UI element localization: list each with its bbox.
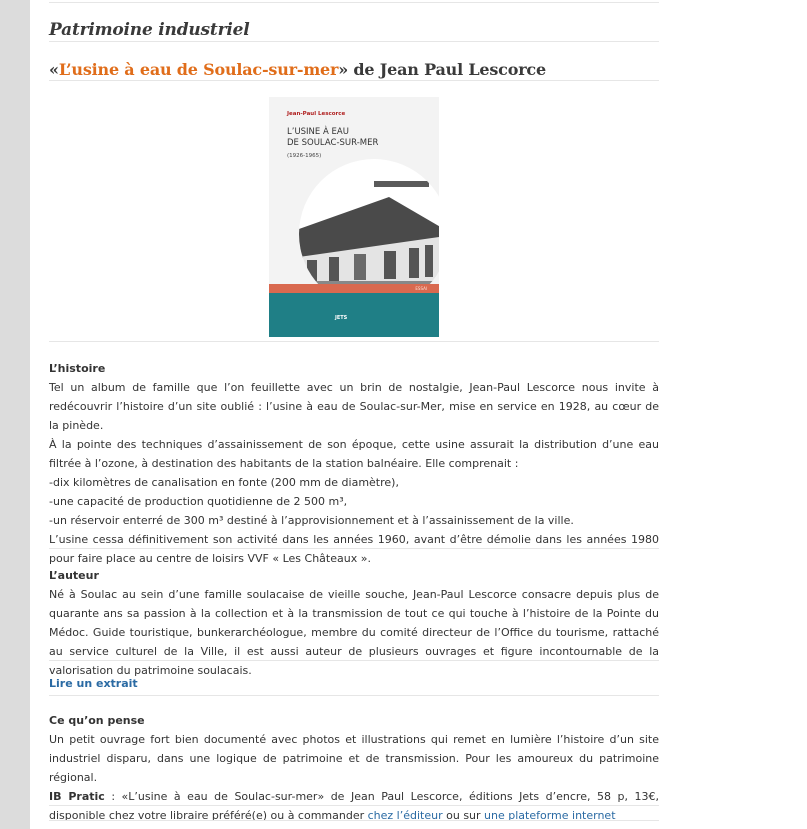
list-item: -une capacité de production quotidienne de 2 500 m³,: [49, 495, 348, 508]
publisher-link[interactable]: chez l’éditeur: [367, 809, 443, 822]
article-category: Patrimoine industriel: [49, 20, 250, 40]
divider: [49, 820, 659, 821]
paragraph: Né à Soulac au sein d’une famille soulacaise de vieille souche, Jean-Paul Lescorce consacre depuis plus de quarante ans sa passion à la collection et à la transmission de tout ce qui touche à l’histoire de la Pointe du Médoc. Guide touristique, bunkerarchéologue, membre du comité directeur de l’Office du tourisme, rattaché au service culturel de la Ville, il est aussi auteur de plusieurs ouvrages et figure incontournable de la valorisation du patrimoine soulacais.: [49, 588, 659, 677]
divider: [49, 660, 659, 661]
cover-years: (1926-1965): [287, 153, 322, 159]
paragraph: L’usine cessa définitivement son activité dans les années 1960, avant d’être démolie dans les années 1980 pour faire place au centre de loisirs VVF « Les Châteaux ».: [49, 533, 659, 565]
paragraph: Un petit ouvrage fort bien documenté avec photos et illustrations qui remet en lumière l’histoire d’un site industriel disparu, dans une logique de patrimoine et de transmission. Pour les amoureux du patrimoine régional.: [49, 733, 659, 784]
practical-info-text: : «L’usine à eau de Soulac-sur-mer» de Jean Paul Lescorce, éditions Jets d’encre, 58 p, 13€, disponible chez votre libraire préféré(e) ou à commander: [49, 790, 660, 822]
section-ce-quon-pense: [49, 711, 659, 825]
paragraph: À la pointe des techniques d’assainissement de son époque, cette usine assurait la distribution d’une eau filtrée à l’ozone, à destination des habitants de la station balnéaire. Elle comprenait :: [49, 438, 659, 470]
title-prefix: «: [49, 60, 59, 79]
left-gutter: [0, 0, 30, 829]
divider: [49, 548, 659, 549]
divider: [49, 41, 659, 42]
divider: [49, 80, 659, 81]
practical-info-text: ou sur: [442, 809, 485, 822]
list-item: -dix kilomètres de canalisation en fonte (200 mm de diamètre),: [49, 476, 399, 489]
section-heading: Ce qu’on pense: [49, 714, 145, 727]
section-heading: L’histoire: [49, 362, 106, 375]
paragraph: Tel un album de famille que l’on feuillette avec un brin de nostalgie, Jean-Paul Lescorce nous invite à redécouvrir l’histoire d’un site oublié : l’usine à eau de Soulac-sur-Mer, mise en service en 1928, au cœur de la pinède.: [49, 381, 659, 432]
book-cover-image: [269, 97, 439, 337]
cover-title: [287, 127, 378, 149]
title-suffix: » de Jean Paul Lescorce: [338, 60, 546, 79]
read-extract-link[interactable]: Lire un extrait: [49, 677, 138, 690]
cover-title-line: DE SOULAC-SUR-MER: [287, 138, 379, 148]
section-histoire: [49, 359, 659, 568]
cover-title-line: L’USINE À EAU: [287, 127, 349, 137]
cover-publisher-logo: JETS: [335, 315, 348, 321]
section-auteur: [49, 566, 659, 680]
ib-pratic-label: IB Pratic: [49, 790, 105, 803]
platform-link[interactable]: une plateforme internet: [484, 809, 616, 822]
article-title: [49, 60, 546, 79]
cover-author: Jean-Paul Lescorce: [287, 111, 346, 117]
divider: [49, 695, 659, 696]
cover-band: [269, 293, 439, 337]
cover-band: [269, 284, 439, 293]
section-heading: L’auteur: [49, 569, 99, 582]
divider: [49, 341, 659, 342]
cover-genre-label: ESSAI: [415, 286, 427, 291]
list-item: -un réservoir enterré de 300 m³ destiné à l’approvisionnement et à l’assainissement de la ville.: [49, 514, 574, 527]
title-book-name: L’usine à eau de Soulac-sur-mer: [58, 60, 339, 79]
divider: [49, 805, 659, 806]
divider: [49, 2, 659, 3]
